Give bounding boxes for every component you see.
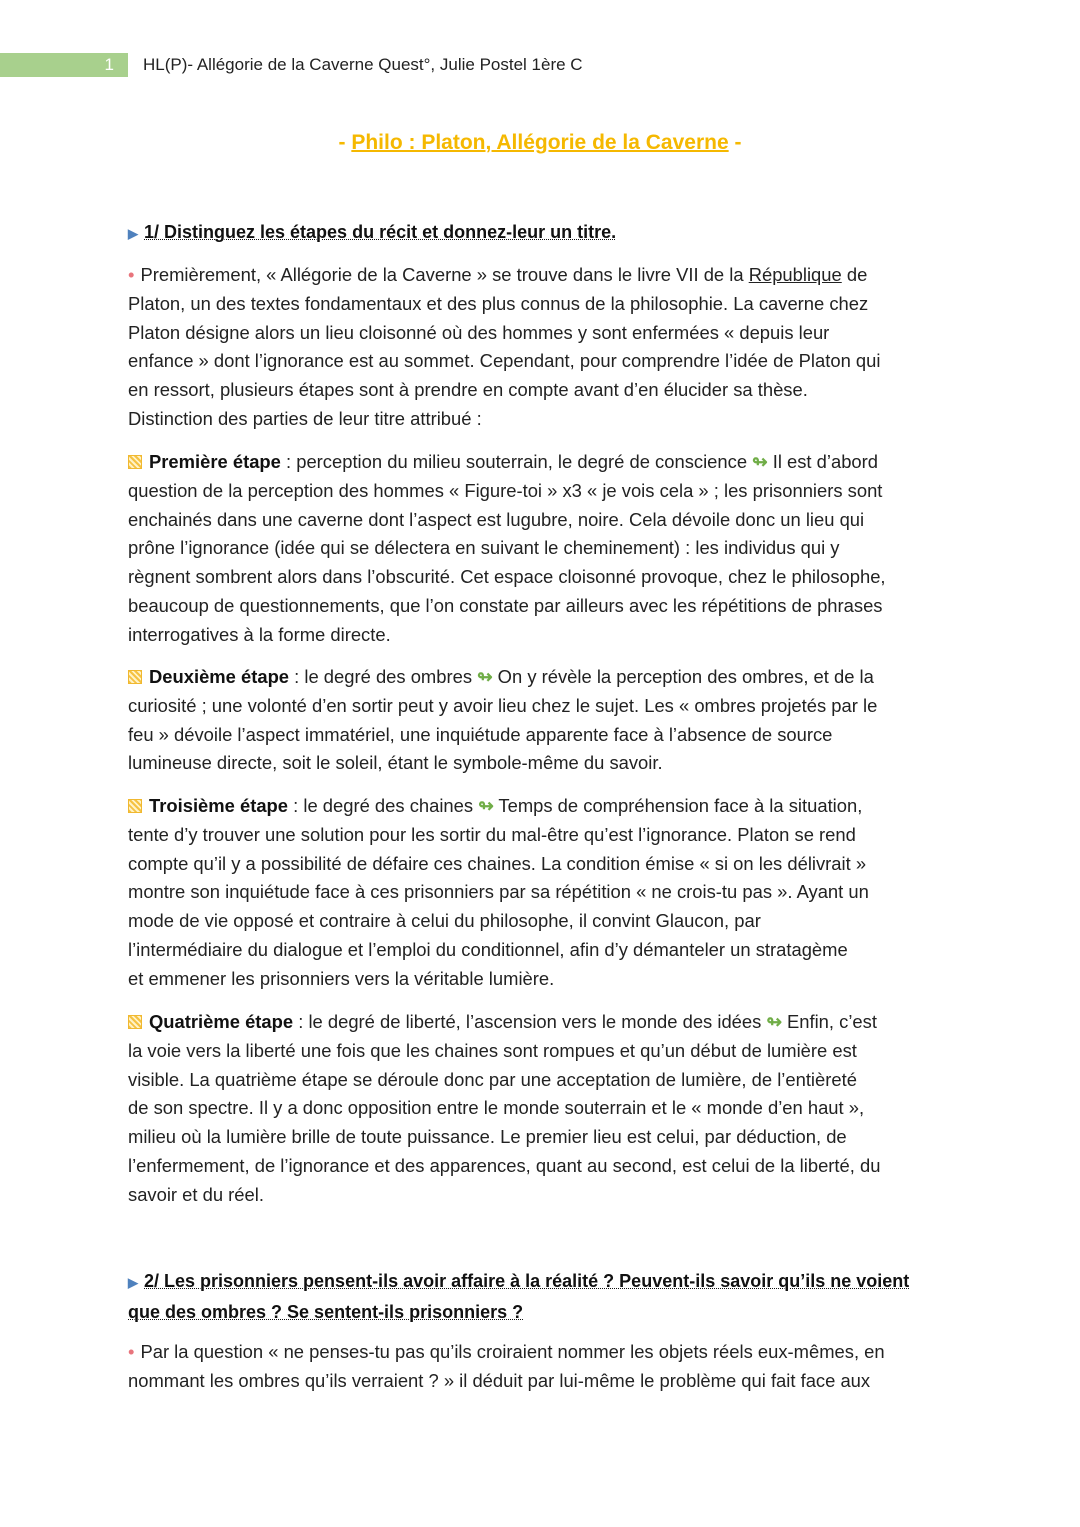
arrow-icon: ↬ bbox=[752, 451, 768, 472]
text-line: de son spectre. Il y a donc opposition entre le monde souterrain et le « monde d’en haut », bbox=[128, 1097, 865, 1119]
question-2 bbox=[128, 1267, 909, 1326]
step-3 bbox=[128, 792, 869, 993]
text-line bbox=[128, 448, 886, 477]
question-line: 1/ Distinguez les étapes du récit et donnez-leur un titre. bbox=[144, 222, 617, 242]
text-line: milieu où la lumière brille de toute puissance. Le premier lieu est celui, par déduction, de bbox=[128, 1126, 847, 1147]
step-heading: : perception du milieu souterrain, le degré de conscience bbox=[280, 451, 753, 472]
title-suffix: - bbox=[728, 131, 742, 154]
step-heading: : le degré de liberté, l’ascension vers le monde des idées bbox=[293, 1011, 767, 1032]
step-1 bbox=[128, 448, 886, 649]
question-line: que des ombres ? Se sentent-ils prisonniers ? bbox=[128, 1301, 524, 1322]
step-text: On y révèle la perception des ombres, et de la bbox=[492, 666, 874, 687]
text-line: enchainés dans une caverne dont l’aspect est lugubre, noire. Cela dévoile donc un lieu qui bbox=[128, 508, 865, 530]
arrow-icon: ↬ bbox=[477, 666, 493, 687]
intro-paragraph bbox=[128, 261, 880, 434]
text-line: Platon désigne alors un lieu cloisonné où des hommes y sont enfermées « depuis leur bbox=[128, 321, 830, 343]
text-line: beaucoup de questionnements, que l’on constate par ailleurs avec les répétitions de phrases bbox=[128, 594, 883, 616]
text-line: curiosité ; une volonté d’en sortir peut y avoir lieu chez le sujet. Les « ombres projetés par le bbox=[128, 694, 878, 716]
text-line: Platon, un des textes fondamentaux et des plus connus de la philosophie. La caverne chez bbox=[128, 292, 869, 314]
step-label: Première étape bbox=[149, 451, 281, 472]
text-line: règnent sombrent alors dans l’obscurité. Cet espace cloisonné provoque, chez le philosophe, bbox=[128, 566, 886, 587]
text-line bbox=[128, 261, 880, 290]
title-prefix: - bbox=[338, 131, 352, 154]
step-text: Enfin, c’est bbox=[781, 1011, 877, 1032]
text-line: mode de vie opposé et contraire à celui du philosophe, il convint Glaucon, par bbox=[128, 910, 761, 931]
step-label: Deuxième étape bbox=[149, 666, 290, 687]
text-line bbox=[128, 792, 869, 821]
hatched-square-icon bbox=[128, 455, 142, 469]
text-line bbox=[128, 1008, 880, 1037]
question-1 bbox=[128, 218, 616, 249]
text-line: Premièrement, « Allégorie de la Caverne » se trouve dans le livre VII de la République de bbox=[140, 264, 868, 285]
text-line: et emmener les prisonniers vers la véritable lumière. bbox=[128, 967, 555, 989]
hatched-square-icon bbox=[128, 799, 142, 813]
text-line bbox=[128, 1338, 885, 1367]
bullet-dot-icon: • bbox=[128, 1341, 135, 1362]
step-2 bbox=[128, 663, 877, 778]
text-line: enfance » dont l’ignorance est au sommet. Cependant, pour comprendre l’idée de Platon qui bbox=[128, 350, 881, 372]
text-line: Par la question « ne penses-tu pas qu’ils croiraient nommer les objets réels eux-mêmes, en bbox=[140, 1341, 885, 1362]
page-header: HL(P)- Allégorie de la Caverne Quest°, Julie Postel 1ère C bbox=[143, 55, 583, 74]
text-line: question de la perception des hommes « Figure-toi » x3 « je vois cela » ; les prisonniers sont bbox=[128, 479, 883, 501]
text-line: l’intermédiaire du dialogue et l’emploi du conditionnel, afin d’y démanteler un stratagème bbox=[128, 938, 848, 960]
hatched-square-icon bbox=[128, 1015, 142, 1029]
text-line: la voie vers la liberté une fois que les chaines sont rompues et qu’un début de lumière est bbox=[128, 1039, 857, 1061]
text-line: Distinction des parties de leur titre attribué : bbox=[128, 407, 482, 429]
step-text: Il est d’abord bbox=[767, 451, 879, 472]
hatched-square-icon bbox=[128, 670, 142, 684]
step-label: Quatrième étape bbox=[149, 1011, 294, 1032]
text-line: nommant les ombres qu’ils verraient ? » il déduit par lui-même le problème qui fait face aux bbox=[128, 1369, 871, 1391]
text-line: feu » dévoile l’aspect immatériel, une inquiétude apparente face à l’absence de source bbox=[128, 723, 833, 745]
bullet-dot-icon: • bbox=[128, 264, 135, 285]
text-line: compte qu’il y a possibilité de défaire ces chaines. La condition émise « si on les délivrait » bbox=[128, 852, 867, 874]
text-line: prône l’ignorance (idée qui se délectera en suivant le cheminement) : les individus qui y bbox=[128, 537, 840, 559]
step-text: Temps de compréhension face à la situation, bbox=[493, 795, 863, 816]
triangle-bullet-icon: ▶ bbox=[128, 226, 138, 241]
text-line: l’enfermement, de l’ignorance et des apparences, quant au second, est celui de la liberté, du bbox=[128, 1154, 881, 1176]
arrow-icon: ↬ bbox=[478, 795, 494, 816]
document-title bbox=[0, 131, 1080, 155]
arrow-icon: ↬ bbox=[766, 1011, 782, 1032]
text-line: savoir et du réel. bbox=[128, 1183, 264, 1205]
title-text: Philo : Platon, Allégorie de la Caverne bbox=[351, 131, 729, 154]
text-line: en ressort, plusieurs étapes sont à prendre en compte avant d’en élucider sa thèse. bbox=[128, 379, 808, 400]
question-line: 2/ Les prisonniers pensent-ils avoir affaire à la réalité ? Peuvent-ils savoir qu’ils ne voient bbox=[144, 1271, 910, 1291]
text-line: visible. La quatrième étape se déroule donc par une acceptation de lumière, de l’entièreté bbox=[128, 1068, 857, 1090]
text-line: tente d’y trouver une solution pour les sortir du mal-être qu’est l’ignorance. Platon se rend bbox=[128, 823, 856, 845]
step-heading: : le degré des ombres bbox=[289, 666, 478, 687]
text-line: montre son inquiétude face à ces prisonniers par sa répétition « ne crois-tu pas ». Ayant un bbox=[128, 881, 869, 903]
step-heading: : le degré des chaines bbox=[288, 795, 479, 816]
triangle-bullet-icon: ▶ bbox=[128, 1275, 138, 1290]
text-line bbox=[128, 663, 877, 692]
text-line: lumineuse directe, soit le soleil, étant le symbole-même du savoir. bbox=[128, 752, 663, 774]
answer-2-paragraph bbox=[128, 1338, 885, 1396]
text-line: interrogatives à la forme directe. bbox=[128, 623, 391, 645]
page-number: 1 bbox=[0, 53, 128, 77]
step-label: Troisième étape bbox=[149, 795, 289, 816]
step-4 bbox=[128, 1008, 880, 1209]
